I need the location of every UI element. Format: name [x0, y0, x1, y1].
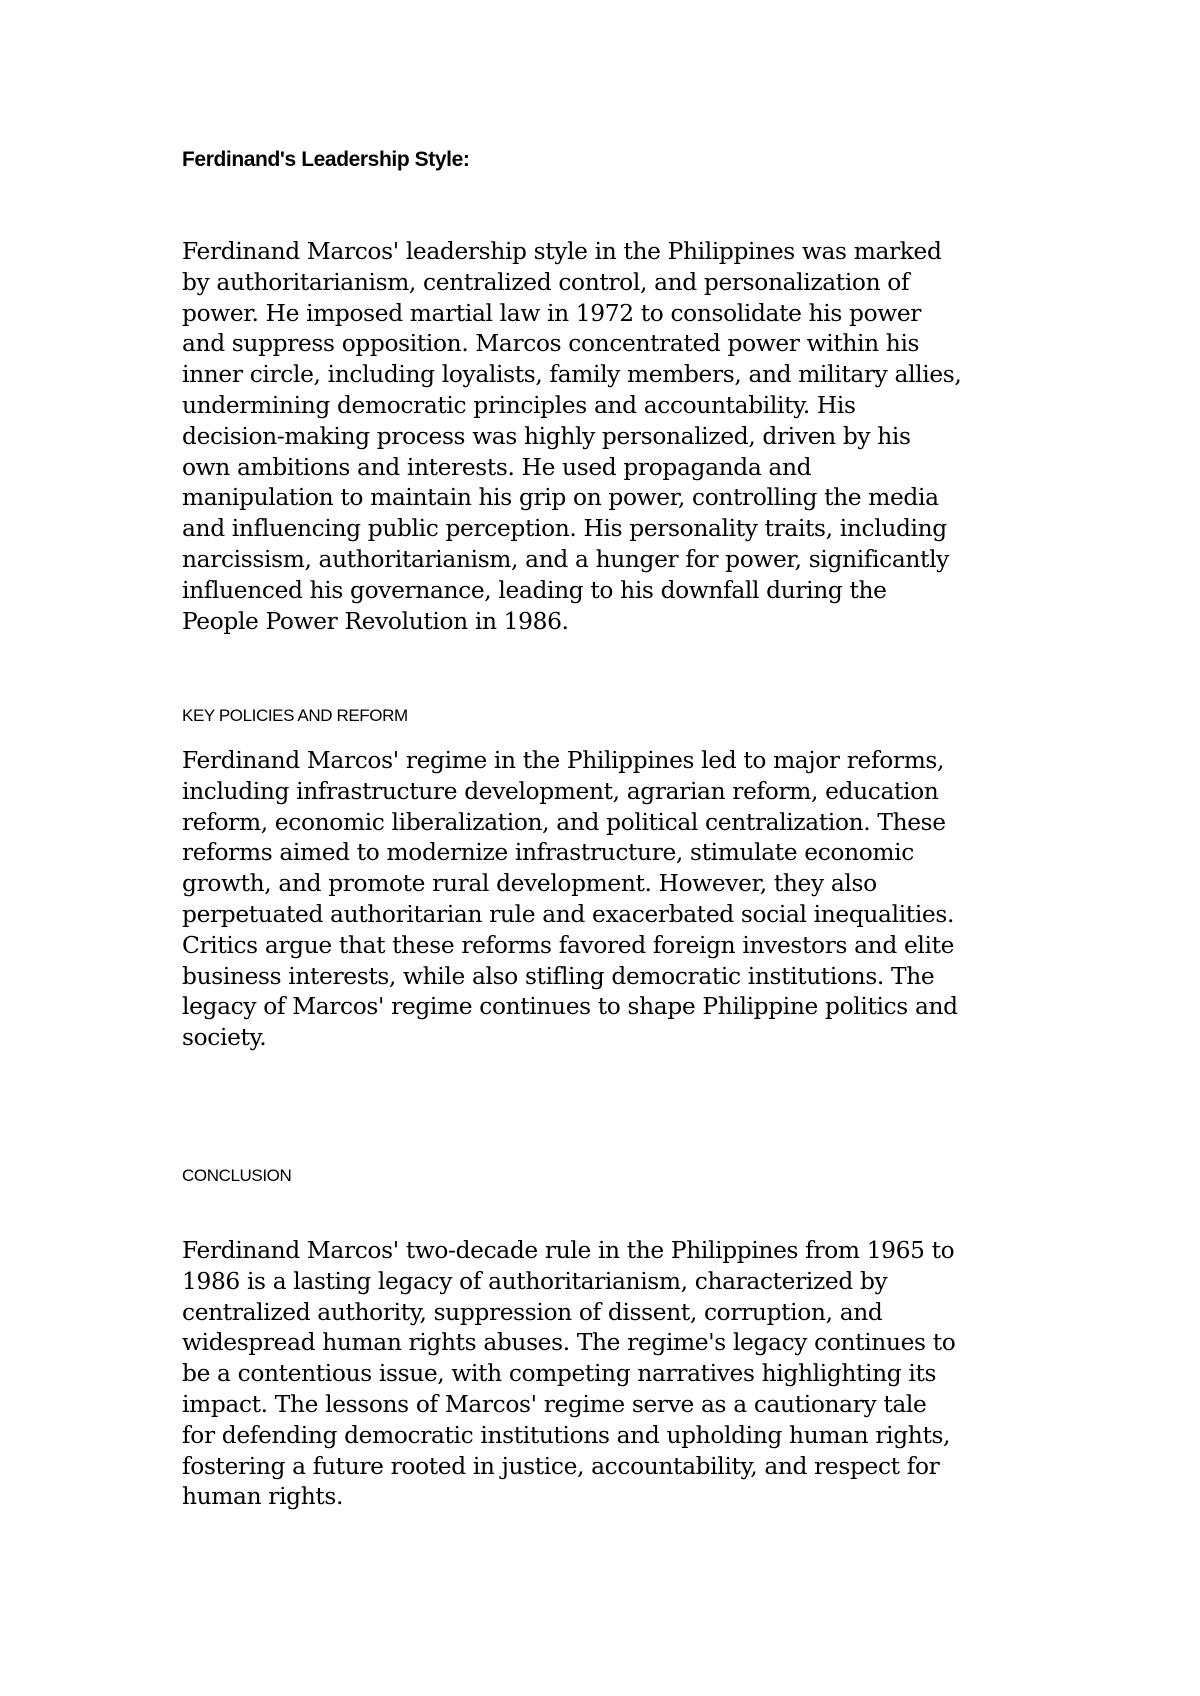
text-line: reform, economic liberalization, and political centralization. These: [182, 808, 946, 836]
text-line: widespread human rights abuses. The regime's legacy continues to: [182, 1329, 956, 1357]
text-line: legacy of Marcos' regime continues to shape Philippine politics and: [182, 993, 958, 1021]
text-line: Ferdinand Marcos' regime in the Philippines led to major reforms,: [182, 747, 945, 774]
text-line: manipulation to maintain his grip on power, controlling the media: [182, 484, 939, 512]
text-line: be a contentious issue, with competing narratives highlighting its: [182, 1360, 937, 1388]
text-line: reforms aimed to modernize infrastructure, stimulate economic: [182, 839, 914, 867]
paragraph-key-policies: [182, 746, 1062, 1054]
text-line: centralized authority, suppression of dissent, corruption, and: [182, 1298, 883, 1326]
text-line: society.: [182, 1024, 267, 1052]
text-line: narcissism, authoritarianism, and a hunger for power, significantly: [182, 545, 949, 573]
text-line: influenced his governance, leading to his downfall during the: [182, 576, 887, 604]
section-heading-key-policies: KEY POLICIES AND REFORM: [182, 706, 408, 725]
paragraph-leadership-style: [182, 237, 1062, 637]
paragraph-conclusion: [182, 1236, 1062, 1513]
text-line: perpetuated authoritarian rule and exacerbated social inequalities.: [182, 900, 955, 928]
text-line: decision-making process was highly personalized, driven by his: [182, 422, 911, 450]
text-line: own ambitions and interests. He used propaganda and: [182, 453, 812, 481]
text-line: Critics argue that these reforms favored foreign investors and elite: [182, 931, 955, 959]
text-line: People Power Revolution in 1986.: [182, 607, 569, 635]
text-line: 1986 is a lasting legacy of authoritarianism, characterized by: [182, 1267, 888, 1295]
text-line: human rights.: [182, 1483, 344, 1511]
text-line: inner circle, including loyalists, family members, and military allies,: [182, 361, 962, 389]
section-heading-conclusion: CONCLUSION: [182, 1166, 292, 1185]
text-line: business interests, while also stifling democratic institutions. The: [182, 962, 935, 990]
text-line: power. He imposed martial law in 1972 to consolidate his power: [182, 299, 922, 327]
text-line: Ferdinand Marcos' two-decade rule in the Philippines from 1965 to: [182, 1237, 955, 1264]
text-line: and suppress opposition. Marcos concentrated power within his: [182, 330, 920, 358]
text-line: and influencing public perception. His personality traits, including: [182, 515, 947, 543]
text-line: undermining democratic principles and accountability. His: [182, 391, 856, 419]
text-line: fostering a future rooted in justice, accountability, and respect for: [182, 1452, 940, 1480]
text-line: Ferdinand Marcos' leadership style in the Philippines was marked: [182, 238, 942, 265]
section-heading-leadership-style: Ferdinand's Leadership Style:: [182, 148, 470, 171]
text-line: by authoritarianism, centralized control, and personalization of: [182, 268, 910, 296]
text-line: for defending democratic institutions and upholding human rights,: [182, 1421, 951, 1449]
text-line: growth, and promote rural development. However, they also: [182, 870, 877, 898]
text-line: impact. The lessons of Marcos' regime serve as a cautionary tale: [182, 1390, 927, 1418]
text-line: including infrastructure development, agrarian reform, education: [182, 777, 939, 805]
